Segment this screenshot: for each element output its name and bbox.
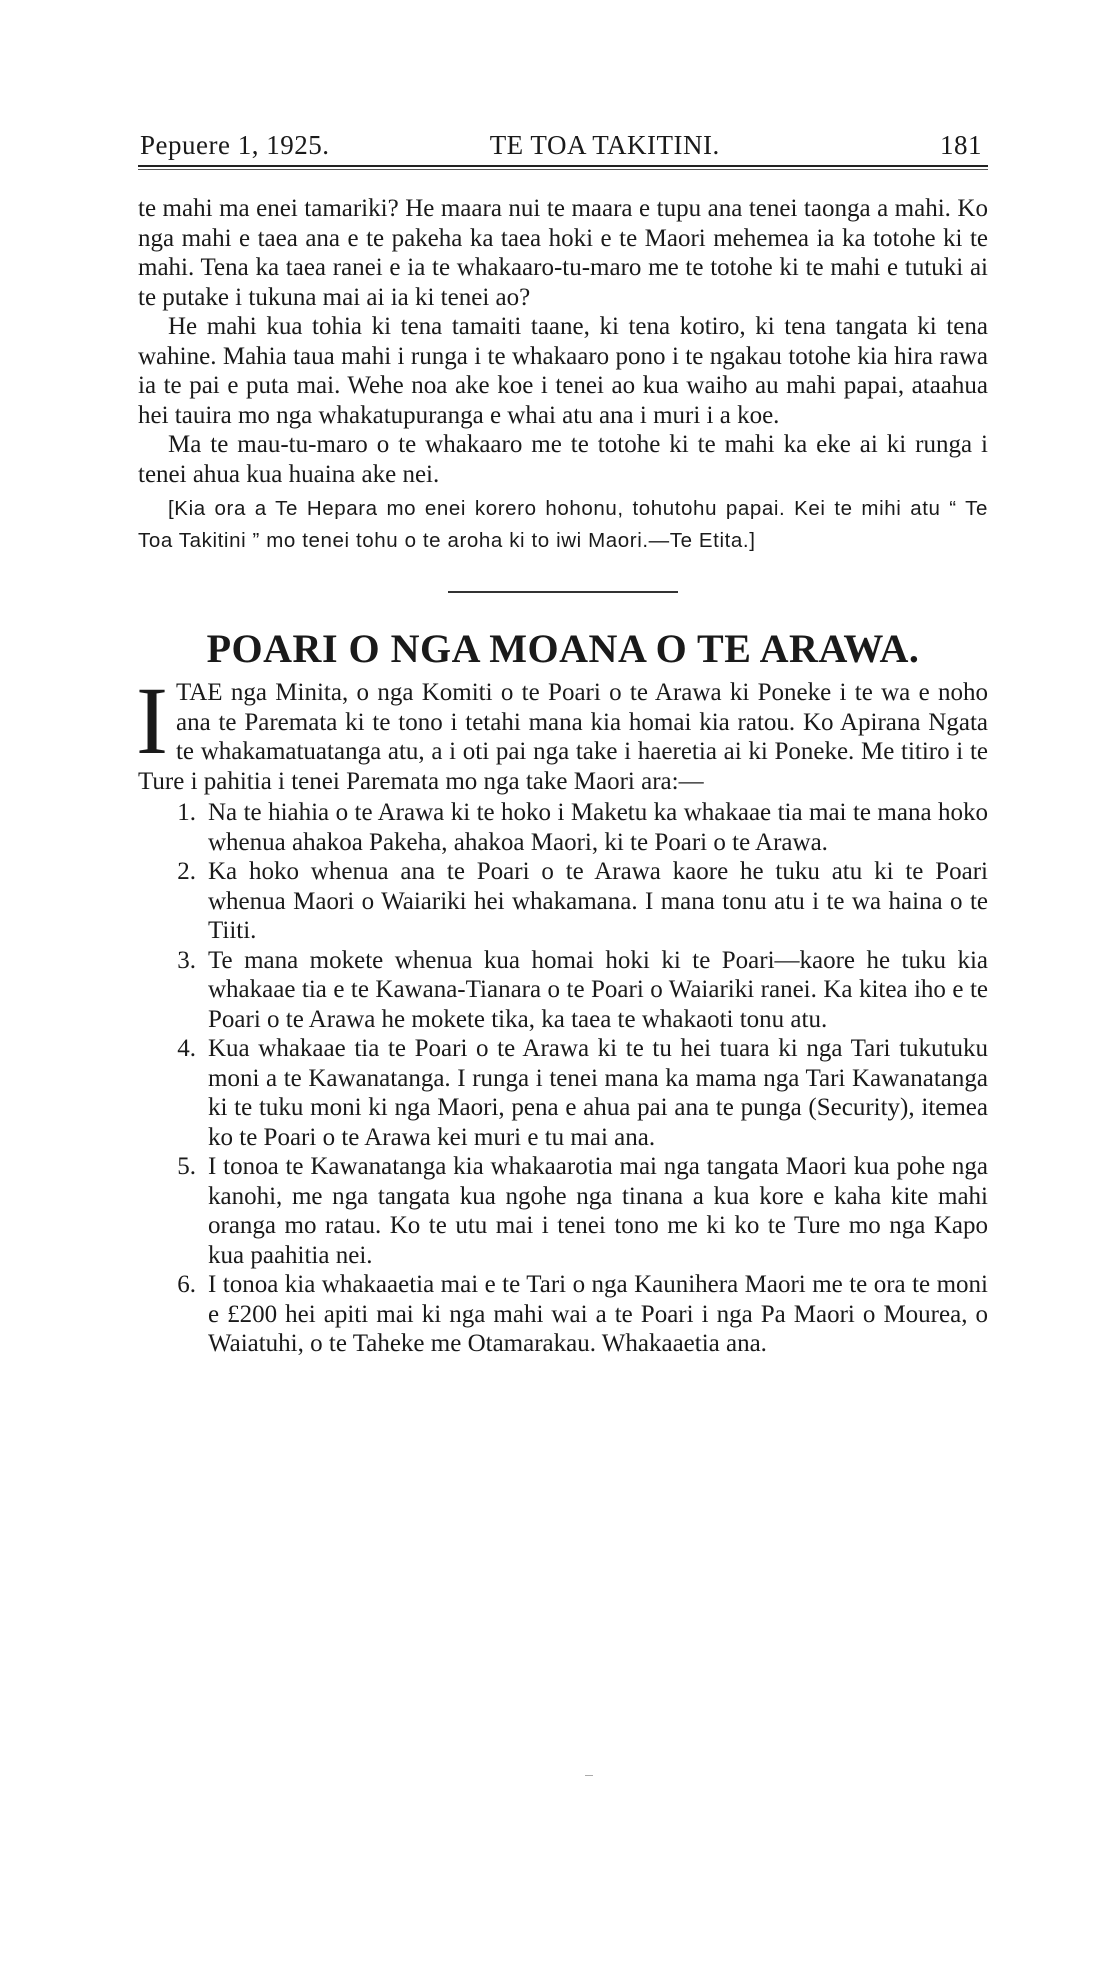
journal-page — [138, 130, 988, 1359]
page-number: 181 — [939, 130, 982, 160]
item-text: Te mana mokete whenua kua homai hoki ki te Poari—kaore he tuku kia whakaae tia e te Kawana-Tianara o te Poari o Waiariki ranei. Ka kitea iho e te Poari o te Arawa he mokete tika, ka taea te whakaoti tonu atu. — [208, 946, 988, 1033]
section-poari — [138, 625, 988, 1359]
section-divider — [448, 591, 678, 593]
paragraph: He mahi kua tohia ki tena tamaiti taane, ki tena kotiro, ki tena tangata ki tena wahine. Mahia taua mahi i runga i te whakaaro pono i te ngakau totohe kia hira rawa ia te pai e puta mai. Wehe noa ake koe i tenei ao kua waiho au mahi papai, ataahua hei tauira mo nga whakatupuranga e whai atu ana i muri i a koe. — [138, 313, 988, 429]
article-continuation — [138, 194, 988, 557]
intro-text: TAE nga Minita, o nga Komiti o te Poari o te Arawa ki Poneke i te wa e noho ana te Paremata ki te tono i tetahi mana kia homai kia ratou. Ko Apirana Ngata te whakamatuatanga atu, a i oti pai nga take i haeretia ai ki Poneke. Me titiro i te Ture i pahitia i tenei Paremata mo nga take Maori ara:— — [138, 679, 988, 795]
paragraph: Ma te mau-tu-maro o te whakaaro me te totohe ki te mahi ka eke ai ki runga i tenei ahua kua huaina ake nei. — [138, 431, 988, 488]
list-item — [138, 1270, 988, 1359]
item-text: I tonoa kia whakaaetia mai e te Tari o nga Kaunihera Maori me te ora te moni e £200 hei apiti mai ki nga mahi wai a te Poari i nga Pa Maori o Mourea, o Waiatuhi, o te Taheke me Otamarakau. Whakaaetia ana. — [208, 1271, 988, 1357]
item-number: 4. — [177, 1035, 196, 1062]
item-text: Ka hoko whenua ana te Poari o te Arawa kaore he tuku atu ki te Poari whenua Maori o Waiariki hei whakamana. I mana tonu atu i te wa haina o te Tiiti. — [208, 858, 988, 944]
list-item — [138, 1152, 988, 1270]
item-number: 6. — [177, 1271, 196, 1298]
list-item — [138, 946, 988, 1035]
paragraph: te mahi ma enei tamariki? He maara nui te maara e tupu ana tenei taonga a mahi. Ko nga mahi e taea ana e te pakeha ka taea hoki e te Maori mehemea ia ka totohe ki te mahi. Tena ka taea ranei e ia te whakaaro-tu-maro me te totohe ki te mahi e tutuki ai te putake i tukuna mai ai ia ki tenei ao? — [138, 195, 988, 311]
item-number: 5. — [177, 1153, 196, 1180]
editor-note: [Kia ora a Te Hepara mo enei korero hohonu, tohutohu papai. Kei te mihi atu “ Te Toa Takitini ” mo tenei tohu o te aroha ki to iwi Maori.—Te Etita.] — [138, 497, 988, 552]
journal-title: TE TOA TAKITINI. — [489, 130, 720, 160]
item-number: 2. — [177, 858, 196, 885]
item-number: 3. — [177, 946, 196, 974]
item-text: I tonoa te Kawanatanga kia whakaarotia mai nga tangata Maori kua pohe nga kanohi, me nga tangata kua ngohe nga tinana a kua kore e kaha kite mahi oranga mo ratau. Ko te utu mai i tenei tono me ki ko te Ture mo nga Kapo kua paahitia nei. — [208, 1153, 988, 1269]
list-item — [138, 798, 988, 857]
resolution-list — [138, 798, 988, 1359]
item-number: 1. — [177, 799, 196, 826]
item-text: Na te hiahia o te Arawa ki te hoko i Maketu ka whakaae tia mai te mana hoko whenua ahakoa Pakeha, ahakoa Maori, ki te Poari o te Arawa. — [208, 799, 988, 856]
section-title: POARI O NGA MOANA O TE ARAWA. — [206, 626, 920, 671]
item-text: Kua whakaae tia te Poari o te Arawa ki te tu hei tuara ki nga Tari tukutuku moni a te Kawanatanga. I runga i tenei mana ka mama nga Tari Kawanatanga ki te tuku moni ki nga Maori, pena e ahua pai ana te punga (Security), itemea ko te Poari o te Arawa kei muri e tu mai ana. — [208, 1035, 988, 1151]
header-rule — [138, 165, 988, 167]
drop-cap: I — [136, 667, 168, 774]
list-item — [138, 1034, 988, 1152]
footer-mark — [585, 1775, 593, 1776]
list-item — [138, 857, 988, 946]
section-intro — [136, 667, 988, 796]
running-header — [138, 130, 988, 165]
header-rule-thin — [138, 169, 988, 170]
issue-date: Pepuere 1, 1925. — [140, 130, 330, 160]
